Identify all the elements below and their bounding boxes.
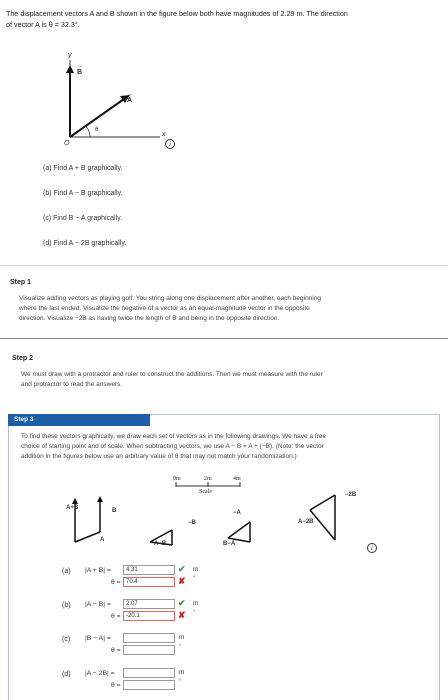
answer-a-theta-expr: θ =: [111, 579, 121, 586]
step-1-line-2: where the last ended. Visualize the negative of a vector as an equal-magnitude vector in the opposite: [19, 305, 310, 312]
vector-diagrams: [60, 490, 360, 550]
label-neg-b: −B: [188, 520, 196, 526]
label-b: B: [112, 508, 117, 514]
theta-label: θ: [95, 127, 99, 133]
step-2-text: [21, 370, 323, 390]
answer-a-angle-input[interactable]: 70.4: [123, 577, 175, 587]
check-icon: ✔: [178, 598, 186, 608]
answer-b-unit: m: [193, 600, 199, 607]
part-c: (c) Find B − A graphically.: [43, 215, 123, 222]
answer-d-magnitude-input[interactable]: [123, 668, 175, 678]
step-1-line-1: Visualize adding vectors as playing golf. You string along one displacement after another, each beginning: [19, 295, 321, 302]
part-d: (d) Find A − 2B graphically.: [43, 240, 127, 247]
scale-label-4: 4m: [233, 476, 241, 482]
answer-c-magnitude-input[interactable]: [123, 633, 175, 643]
answer-c-angle-input[interactable]: [123, 645, 175, 655]
step-1-text: [19, 294, 321, 324]
intro-line-2: of vector A is θ = 32.3°.: [6, 20, 80, 29]
x-axis-label: x: [162, 131, 166, 138]
label-a: A: [100, 537, 105, 543]
answer-a-magnitude-input[interactable]: 4.31: [123, 565, 175, 575]
scale-label-2: 2m: [204, 476, 212, 482]
answer-c-theta-expr: θ =: [111, 647, 121, 654]
label-a-plus-b: A+B: [66, 505, 79, 511]
answer-d-unit: m: [179, 669, 185, 676]
step-2-line-1: We must draw with a protractor and ruler to construct the additions. Then we must measure with the ruler: [21, 371, 323, 378]
answer-a-unit: m: [193, 566, 199, 573]
step-3-line-2: choice of starting point and of scale. When subtracting vectors, we use A − B = A + (−B). (Note: the vector: [21, 443, 324, 450]
answer-c-unit: m: [179, 634, 185, 641]
label-a-minus-2b: A−2B: [298, 519, 314, 525]
y-axis-label: y: [68, 52, 72, 59]
info-icon[interactable]: i: [367, 543, 377, 553]
divider: [0, 265, 448, 266]
part-b: (b) Find A − B graphically.: [43, 190, 123, 197]
divider: [0, 338, 448, 339]
step-3-line-3: addition in the figures below use an arbitrary value of θ that may not match your randomization.): [21, 453, 297, 460]
answer-a-label: (a): [62, 568, 71, 575]
step-3-title: Step 3: [8, 414, 150, 426]
info-icon[interactable]: i: [165, 139, 175, 149]
step-1-title: Step 1: [10, 279, 32, 286]
label-neg-2b: −2B: [345, 492, 357, 498]
answer-a-expr: |A + B| =: [85, 567, 111, 574]
scale-title: Scale: [199, 489, 212, 495]
vector-a-label: → A: [127, 97, 132, 104]
degree-mark: °: [179, 644, 182, 650]
step-2-line-2: and protractor to read the answers.: [21, 381, 123, 388]
answer-c-label: (c): [62, 636, 71, 643]
part-a: (a) Find A + B graphically.: [43, 165, 123, 172]
check-icon: ✔: [178, 564, 186, 574]
answer-d-expr: |A − 2B| =: [85, 670, 115, 677]
origin-label: O: [64, 140, 70, 147]
answer-b-theta-expr: θ =: [111, 613, 121, 620]
degree-mark: °: [193, 610, 196, 616]
step-2-title: Step 2: [12, 355, 34, 362]
answer-d-label: (d): [62, 671, 71, 678]
answer-b-label: (b): [62, 602, 71, 609]
degree-mark: °: [179, 679, 182, 685]
cross-icon: ✘: [178, 576, 186, 586]
answer-b-expr: |A − B| =: [85, 601, 111, 608]
degree-mark: °: [193, 576, 196, 582]
scale-label-0: 0m: [173, 476, 181, 482]
answer-c-expr: |B − A| =: [85, 635, 111, 642]
cross-icon: ✘: [178, 610, 186, 620]
label-b-minus-a: B−A: [223, 541, 236, 547]
label-neg-a: −A: [233, 510, 241, 516]
step-3-text: [21, 432, 326, 462]
answer-d-theta-expr: θ =: [111, 682, 121, 689]
intro-line-1: The displacement vectors A and B shown in the figure below both have magnitudes of 2.29 m. The direction: [6, 9, 348, 18]
vector-b-label: → B: [77, 69, 82, 76]
answer-b-angle-input[interactable]: -20.1: [123, 611, 175, 621]
answer-b-magnitude-input[interactable]: 2.07: [123, 599, 175, 609]
problem-intro: [6, 8, 442, 30]
answer-d-angle-input[interactable]: [123, 680, 175, 690]
step-3-line-1: To find these vectors graphically, we draw each set of vectors as in the following drawings. We have a free: [21, 433, 327, 440]
label-a-minus-b: A−B: [154, 541, 167, 547]
step-1-line-3: direction. Visualize −2B as having twice the length of B and being in the opposite direction.: [19, 315, 280, 322]
